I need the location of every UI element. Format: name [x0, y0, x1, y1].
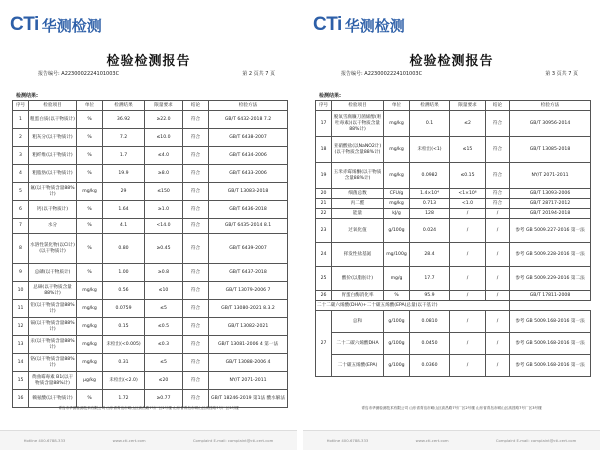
table-cell: 符合 [183, 219, 209, 234]
table-cell: GB/T 13093-2006 [510, 189, 591, 199]
table-cell: 二十二碳六烯酸DHA [332, 333, 384, 355]
table-cell: mg/kg [77, 300, 103, 318]
website-text: www.cti-cert.com [415, 438, 449, 443]
table-cell: 11 [13, 300, 29, 318]
table-cell: / [450, 311, 486, 333]
table-cell: 赖氨酸(以干物质计) [29, 390, 77, 408]
table-row [13, 129, 288, 147]
table-cell: ≤15 [450, 137, 486, 163]
table-cell: 符合 [183, 111, 209, 129]
table-cell: / [450, 219, 486, 243]
table-cell: % [77, 201, 103, 219]
table-cell: GB/T 17811-2008 [510, 291, 591, 301]
column-header: 检测结果 [410, 101, 450, 111]
table-cell: 符合 [183, 336, 209, 354]
table-cell: 粗蛋白质(以干物质计) [29, 111, 77, 129]
table-row [13, 282, 288, 300]
section-label: 检测结果: [319, 93, 341, 99]
table-cell: 10 [13, 282, 29, 300]
table-cell: ≤0.15 [450, 163, 486, 189]
table-cell: / [450, 291, 486, 301]
table-cell: GB/T 6439-2007 [209, 234, 288, 264]
table-cell: 符合 [183, 354, 209, 372]
table-row [316, 111, 591, 137]
table-cell: ≤150 [145, 183, 183, 201]
table-cell: 黄曲霉毒素 B1(以干物质含量88%计) [29, 372, 77, 390]
table-cell: 0.713 [410, 199, 450, 209]
column-header: 检验项目 [29, 101, 77, 111]
table-cell: % [77, 234, 103, 264]
website-text: www.cti-cert.com [112, 438, 146, 443]
table-cell: mg/kg [77, 354, 103, 372]
table-cell: 符合 [183, 372, 209, 390]
table-cell: 14 [13, 354, 29, 372]
table-cell: ≤2 [450, 111, 486, 137]
table-cell: ≥0.77 [145, 390, 183, 408]
table-cell: μg/kg [77, 372, 103, 390]
table-cell: 0.0759 [103, 300, 145, 318]
table-cell: NY/T 2071-2011 [209, 372, 288, 390]
table-cell: 1.64 [103, 201, 145, 219]
table-header-row [13, 101, 288, 111]
column-header: 限量要求 [145, 101, 183, 111]
table-cell: GB/T 6434-2006 [209, 147, 288, 165]
table-cell: 0.80 [103, 234, 145, 264]
column-header: 单位 [384, 101, 410, 111]
table-cell: 挥发性盐基氮 [332, 243, 384, 267]
table-cell: % [77, 147, 103, 165]
table-row [316, 267, 591, 291]
table-cell: 95.9 [410, 291, 450, 301]
table-row [316, 189, 591, 199]
page-number: 第 2 页共 7 页 [242, 71, 275, 77]
table-cell: 水溶性氯化物(以Cl计)(以干物质计) [29, 234, 77, 264]
table-cell: 符合 [183, 234, 209, 264]
table-cell: mg/100g [384, 243, 410, 267]
table-header-row [316, 101, 591, 111]
table-row [316, 243, 591, 267]
table-cell: ≤5 [145, 300, 183, 318]
table-cell: GB/T 6435-2014 8.1 [209, 219, 288, 234]
table-row [13, 219, 288, 234]
table-cell: / [486, 355, 510, 377]
table-cell: / [486, 243, 510, 267]
table-cell: 粗灰分(以干物质计) [29, 129, 77, 147]
table-row [316, 311, 591, 333]
table-cell: / [486, 291, 510, 301]
table-cell: GB/T 13088-2006 4 [209, 354, 288, 372]
table-cell: 过氧化值 [332, 219, 384, 243]
table-cell: 23 [316, 219, 332, 243]
table-cell: 细菌总数 [332, 189, 384, 199]
column-header: 结论 [183, 101, 209, 111]
table-cell: 铬(以干物质含量88%计) [29, 354, 77, 372]
table-cell: 镉(以干物质含量88%计) [29, 318, 77, 336]
table-cell: NY/T 2071-2011 [510, 163, 591, 189]
table-cell: / [450, 267, 486, 291]
table-cell: 能量 [332, 209, 384, 219]
table-cell: 二十碳五烯酸(EPA) [332, 355, 384, 377]
table-cell: 0.15 [103, 318, 145, 336]
contact-bar [0, 430, 297, 450]
table-row [13, 336, 288, 354]
column-header: 检验方法 [510, 101, 591, 111]
table-cell: 21 [316, 199, 332, 209]
table-cell: 未检出(<1) [410, 137, 450, 163]
table-cell: ≥0.8 [145, 264, 183, 282]
table-cell: 符合 [183, 300, 209, 318]
table-cell: <14.0 [145, 219, 183, 234]
table-cell: 26 [316, 291, 332, 301]
table-cell: 0.024 [410, 219, 450, 243]
table-cell: 19.9 [103, 165, 145, 183]
table-cell: 8 [13, 234, 29, 264]
table-cell: GB/T 13081-2006 4 第一法 [209, 336, 288, 354]
cti-logo-mark: CTi [313, 14, 342, 35]
table-cell: 参考 GB 5009.229-2016 第二法 [510, 267, 591, 291]
table-cell: % [77, 390, 103, 408]
table-cell: CFU/g [384, 189, 410, 199]
table-cell: 符合 [183, 318, 209, 336]
table-cell: g/100g [384, 333, 410, 355]
table-row [316, 209, 591, 219]
table-cell: 2 [13, 129, 29, 147]
table-cell: 1 [13, 111, 29, 129]
contact-bar [303, 430, 600, 450]
table-row [13, 111, 288, 129]
table-row [13, 354, 288, 372]
table-cell: 参考 GB 5009.168-2016 第一法 [510, 311, 591, 333]
table-cell: GB/T 28717-2012 [510, 199, 591, 209]
table-cell: GB/T 6432-2018 7.2 [209, 111, 288, 129]
table-cell: g/100g [384, 219, 410, 243]
table-cell: mg/kg [77, 183, 103, 201]
table-cell: 4 [13, 165, 29, 183]
table-cell: 参考 GB 5009.168-2016 第一法 [510, 355, 591, 377]
table-cell: 24 [316, 243, 332, 267]
table-row [13, 201, 288, 219]
table-cell: 脱氧雪腐镰刀菌烯醇(呕吐毒素)(以干物质含量88%计) [332, 111, 384, 137]
table-cell: 13 [13, 336, 29, 354]
table-cell: mg/kg [77, 282, 103, 300]
table-cell: 1.7 [103, 147, 145, 165]
report-title: 检验检测报告 [106, 54, 191, 69]
table-cell: 0.31 [103, 354, 145, 372]
table-cell: GB/T 30956-2014 [510, 111, 591, 137]
table-cell: <1.0 [450, 199, 486, 209]
table-row [316, 333, 591, 355]
table-cell: / [450, 355, 486, 377]
table-cell: ≤5 [145, 354, 183, 372]
cti-logo [10, 14, 102, 36]
table-cell: 27 [316, 311, 332, 377]
cti-logo-cn: 华测检测 [41, 16, 102, 35]
table-cell: 水分 [29, 219, 77, 234]
hotline-text: Hotline 400-6788-333 [326, 438, 369, 443]
table-cell: GB/T 6438-2007 [209, 129, 288, 147]
table-cell: 玉米赤霉烯酮(以干物质含量88%计) [332, 163, 384, 189]
table-cell: GB/T 13079-2006 7 [209, 282, 288, 300]
table-cell: 7.2 [103, 129, 145, 147]
table-cell: GB/T 6433-2006 [209, 165, 288, 183]
table-cell: / [486, 333, 510, 355]
results-table [12, 100, 288, 408]
table-cell: ≤0.3 [145, 336, 183, 354]
table-cell: 0.0982 [410, 163, 450, 189]
table-row [316, 163, 591, 189]
table-row [13, 234, 288, 264]
table-cell: 钙(以干物质计) [29, 201, 77, 219]
table-cell: 亚硝酸盐(以NaNO2计)(以干物质含量88%计) [332, 137, 384, 163]
table-cell: 粗脂肪(以干物质计) [29, 165, 77, 183]
table-cell: 3 [13, 147, 29, 165]
table-cell: % [77, 165, 103, 183]
section-label: 检测结果: [16, 93, 38, 99]
table-group-row [316, 301, 591, 311]
company-footer: 青岛市华测检测技术有限公司 山东省青岛市崂山区高昌路7号厂区2号楼 山东省青岛市崂山区高昌路7号厂区3号楼 [58, 406, 239, 410]
table-cell: 丙二醛 [332, 199, 384, 209]
table-cell: 符合 [183, 129, 209, 147]
table-row [316, 291, 591, 301]
report-title: 检验检测报告 [409, 54, 494, 69]
table-cell: 4.1 [103, 219, 145, 234]
table-cell: 29 [103, 183, 145, 201]
table-cell: 符合 [183, 183, 209, 201]
table-cell: 16 [13, 390, 29, 408]
table-cell: 汞(以干物质含量88%计) [29, 336, 77, 354]
table-cell: ≤10.0 [145, 129, 183, 147]
table-cell: 未检出(<2.0) [103, 372, 145, 390]
table-cell: ≥0.45 [145, 234, 183, 264]
column-header: 限量要求 [450, 101, 486, 111]
table-cell: 12 [13, 318, 29, 336]
table-cell: 铅(以干物质含量88%计) [29, 300, 77, 318]
report-meta [38, 70, 275, 77]
table-cell: GB/T 20194-2018 [510, 209, 591, 219]
results-table [315, 100, 591, 377]
table-cell: mg/kg [384, 163, 410, 189]
column-header: 单位 [77, 101, 103, 111]
column-header: 检验方法 [209, 101, 288, 111]
table-cell: 0.0360 [410, 355, 450, 377]
table-cell: / [486, 311, 510, 333]
table-cell: % [77, 264, 103, 282]
table-cell: 18 [316, 137, 332, 163]
column-header: 检测结果 [103, 101, 145, 111]
table-row [13, 165, 288, 183]
table-cell: 17 [316, 111, 332, 137]
table-cell: % [384, 291, 410, 301]
table-cell: 酸价(以脂肪计) [332, 267, 384, 291]
table-cell: GB/T 13082-2021 [209, 318, 288, 336]
table-cell: g/100g [384, 355, 410, 377]
table-cell: / [450, 333, 486, 355]
table-cell: 胃蛋白酶消化率 [332, 291, 384, 301]
table-cell: 1.72 [103, 390, 145, 408]
table-cell: 28.4 [410, 243, 450, 267]
table-cell: 128 [410, 209, 450, 219]
column-header: 检验项目 [332, 101, 384, 111]
table-cell: / [486, 219, 510, 243]
table-cell: mg/kg [384, 111, 410, 137]
table-cell: 25 [316, 267, 332, 291]
report-page-left [0, 0, 297, 450]
table-row [13, 300, 288, 318]
column-header: 序号 [13, 101, 29, 111]
complaint-email: Complaint E-mail: complaint@cti-cert.com [192, 438, 274, 443]
table-row [316, 355, 591, 377]
table-cell: 0.0810 [410, 311, 450, 333]
table-cell: 36.92 [103, 111, 145, 129]
table-row [316, 199, 591, 209]
table-cell: ≥8.0 [145, 165, 183, 183]
table-cell: 0.1 [410, 111, 450, 137]
table-cell: 19 [316, 163, 332, 189]
table-cell: mg/kg [77, 336, 103, 354]
table-cell: 6 [13, 201, 29, 219]
table-cell: 符合 [183, 147, 209, 165]
table-cell: 符合 [486, 199, 510, 209]
table-cell: <1×10⁶ [450, 189, 486, 199]
table-cell: GB/T 6437-2018 [209, 264, 288, 282]
table-cell: 1.00 [103, 264, 145, 282]
table-cell: 总磷(以干物质计) [29, 264, 77, 282]
report-number: 报告编号: A2230002224101003C [38, 71, 120, 77]
table-cell: GB/T 6436-2018 [209, 201, 288, 219]
complaint-email: Complaint E-mail: complaint@cti-cert.com [495, 438, 577, 443]
column-header: 序号 [316, 101, 332, 111]
table-cell: 1.4×10⁴ [410, 189, 450, 199]
table-cell: 符合 [486, 163, 510, 189]
table-cell: 22 [316, 209, 332, 219]
table-cell: 符合 [183, 282, 209, 300]
cti-logo [313, 14, 405, 36]
table-cell: 符合 [183, 201, 209, 219]
table-cell: ≤0.5 [145, 318, 183, 336]
table-cell: ≤10 [145, 282, 183, 300]
table-cell: / [486, 267, 510, 291]
table-cell: 参考 GB 5009.228-2016 第一法 [510, 243, 591, 267]
table-cell: % [77, 129, 103, 147]
table-cell: % [77, 219, 103, 234]
table-cell: 符合 [183, 165, 209, 183]
table-cell: 未检出(<0.005) [103, 336, 145, 354]
table-cell: 参考 GB 5009.227-2016 第一法 [510, 219, 591, 243]
table-cell: 符合 [486, 111, 510, 137]
table-cell: 20 [316, 189, 332, 199]
table-cell: / [450, 243, 486, 267]
table-cell: 9 [13, 264, 29, 282]
table-cell: ≥22.0 [145, 111, 183, 129]
company-footer: 青岛市华测检测技术有限公司 山东省青岛市崂山区高昌路7号厂区2号楼 山东省青岛市崂山区高昌路7号厂区3号楼 [361, 406, 542, 410]
table-row [13, 318, 288, 336]
table-cell: 氟(以干物质含量88%计) [29, 183, 77, 201]
table-cell: 7 [13, 219, 29, 234]
report-meta [341, 70, 578, 77]
table-row [13, 372, 288, 390]
table-cell: 符合 [486, 189, 510, 199]
table-row [13, 183, 288, 201]
table-cell: GB/T 18246-2019 第1法 酸水解法 [209, 390, 288, 408]
table-row [316, 137, 591, 163]
table-cell: 参考 GB 5009.168-2016 第一法 [510, 333, 591, 355]
table-cell: % [77, 111, 103, 129]
table-cell: GB/T 13080-2021 8.3.2 [209, 300, 288, 318]
table-cell: 总砷(以干物质含量88%计) [29, 282, 77, 300]
column-header: 结论 [486, 101, 510, 111]
table-cell: / [486, 209, 510, 219]
page-number: 第 3 页共 7 页 [545, 71, 578, 77]
table-cell: mg/kg [384, 137, 410, 163]
table-cell: 0.0450 [410, 333, 450, 355]
table-row [13, 264, 288, 282]
table-cell: GB/T 13083-2018 [209, 183, 288, 201]
table-row [316, 219, 591, 243]
table-cell: 符合 [183, 264, 209, 282]
table-cell: ≤4.0 [145, 147, 183, 165]
table-cell: 5 [13, 183, 29, 201]
table-cell: 0.56 [103, 282, 145, 300]
table-cell: GB/T 13085-2018 [510, 137, 591, 163]
table-cell: 符合 [183, 390, 209, 408]
table-row [13, 147, 288, 165]
table-cell: ≥1.0 [145, 201, 183, 219]
table-cell: 总和 [332, 311, 384, 333]
report-page-right [303, 0, 600, 450]
cti-logo-mark: CTi [10, 14, 39, 35]
table-cell: g/100g [384, 311, 410, 333]
table-cell: mg/kg [77, 318, 103, 336]
table-cell: 符合 [486, 137, 510, 163]
table-cell: / [450, 209, 486, 219]
table-cell: 17.7 [410, 267, 450, 291]
table-cell: kJ/g [384, 209, 410, 219]
hotline-text: Hotline 400-6788-333 [23, 438, 66, 443]
table-cell: mg/kg [384, 199, 410, 209]
table-group-label: 二十二碳六烯酸(DHA)+二十碳五烯酸(EPA)总量(以干基计) [316, 301, 510, 311]
table-cell: 15 [13, 372, 29, 390]
table-cell: 粗纤维(以干物质计) [29, 147, 77, 165]
report-number: 报告编号: A2230002224101003C [341, 71, 423, 77]
table-cell: ≤20 [145, 372, 183, 390]
table-cell: mg/g [384, 267, 410, 291]
cti-logo-cn: 华测检测 [344, 16, 405, 35]
